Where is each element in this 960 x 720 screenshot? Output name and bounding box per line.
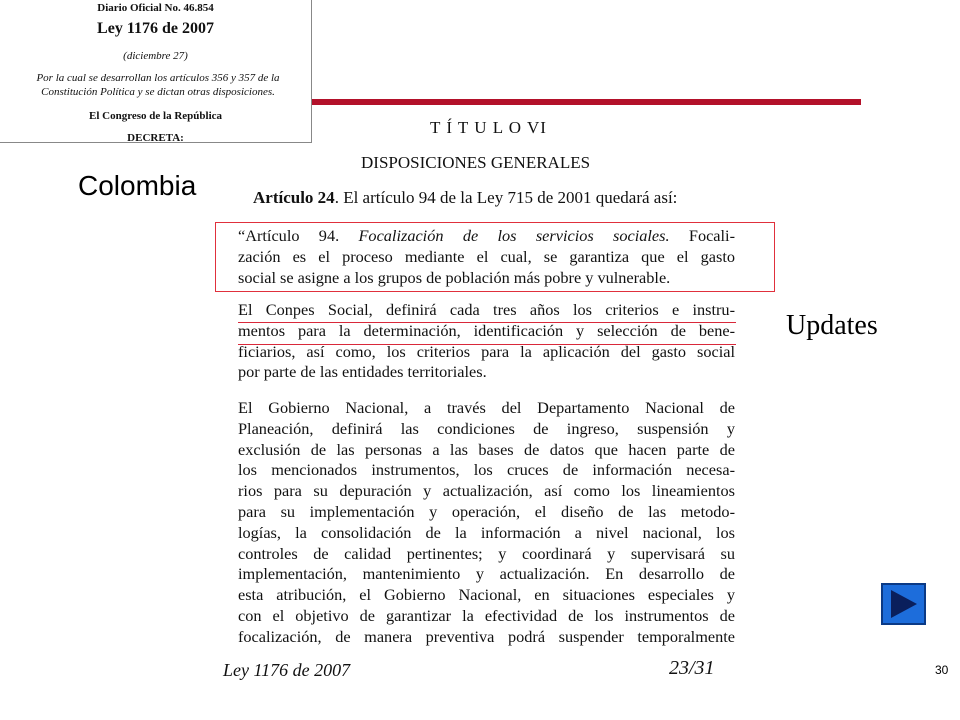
- colombia-label: Colombia: [78, 170, 197, 201]
- para3-line: logías, la consolidación de la información a nivel nacional, los: [238, 522, 735, 542]
- para1-line: zación es el proceso mediante el cual, se garantiza que el gasto: [238, 246, 735, 266]
- law-title: Ley 1176 de 2007: [97, 20, 214, 37]
- paragraph-conpes: [238, 300, 735, 383]
- paragraph-focalizacion: [238, 226, 735, 288]
- para1-line1-tail: Focali-: [669, 226, 736, 245]
- para3-line: para su implementación y operación, el diseño de las metodo-: [238, 501, 735, 521]
- updates-label: Updates: [786, 310, 878, 341]
- para3-line: esta atribución, el Gobierno Nacional, en situaciones especiales y: [238, 585, 735, 605]
- para3-line: implementación, mantenimiento y actualización. En desarrollo de: [238, 564, 735, 584]
- article-94-ref: “Artículo 94.: [238, 226, 359, 245]
- para2-line: mentos para la determinación, identificación y selección de bene-: [238, 320, 735, 340]
- play-triangle-icon: [883, 585, 924, 623]
- para3-line: El Gobierno Nacional, a través del Departamento Nacional de: [238, 398, 735, 417]
- para2-line: El Conpes Social, definirá cada tres años los criterios e instru-: [238, 300, 735, 319]
- para3-line: Planeación, definirá las condiciones de ingreso, suspensión y: [238, 418, 735, 438]
- decreta-line: DECRETA:: [127, 132, 184, 144]
- article-intro: [253, 188, 677, 208]
- law-header-clipping: [0, 0, 312, 143]
- article-intro-text: . El artículo 94 de la Ley 715 de 2001 quedará así:: [334, 188, 678, 207]
- congress-line: El Congreso de la República: [88, 110, 223, 122]
- slide-number: 30: [935, 663, 949, 677]
- title-heading: T Í T U L O VI: [430, 118, 547, 137]
- red-divider-bar: [312, 99, 861, 105]
- para3-line: con el objetivo de garantizar la efectividad de los instrumentos de: [238, 605, 735, 625]
- paragraph-gobierno: [238, 398, 735, 648]
- para3-line: focalización, de manera preventiva podrá suspender temporalmente: [238, 626, 735, 646]
- para3-line: los mencionados instrumentos, los cruces de información necesa-: [238, 460, 735, 480]
- law-date: (diciembre 27): [123, 50, 188, 62]
- diario-oficial-number: Diario Oficial No. 46.854: [97, 2, 214, 14]
- law-purpose: Por la cual se desarrollan los artículos 356 y 357 de la Constitución Política y se dictan otras disposiciones.: [36, 72, 280, 98]
- para1-line: social se asigne a los grupos de población más pobre y vulnerable.: [238, 267, 671, 287]
- para3-line: exclusión de las personas a las bases de datos que hacen parte de: [238, 439, 735, 459]
- document-page-indicator: 23/31: [669, 657, 715, 679]
- para2-line: ficiarios, así como, los criterios para la aplicación del gasto social: [238, 341, 735, 361]
- para3-line: controles de calidad pertinentes; y coordinará y supervisará su: [238, 543, 735, 563]
- para3-line: rios para su depuración y actualización, así como los lineamientos: [238, 481, 735, 501]
- next-slide-button[interactable]: [881, 583, 926, 625]
- document-footer-title: Ley 1176 de 2007: [223, 660, 351, 680]
- subtitle-heading: DISPOSICIONES GENERALES: [361, 153, 591, 172]
- para2-line: por parte de las entidades territoriales.: [238, 362, 487, 382]
- focalizacion-heading: Focalización de los servicios sociales.: [358, 226, 670, 245]
- article-number: Artículo 24: [253, 188, 335, 207]
- para1-line: [238, 226, 735, 247]
